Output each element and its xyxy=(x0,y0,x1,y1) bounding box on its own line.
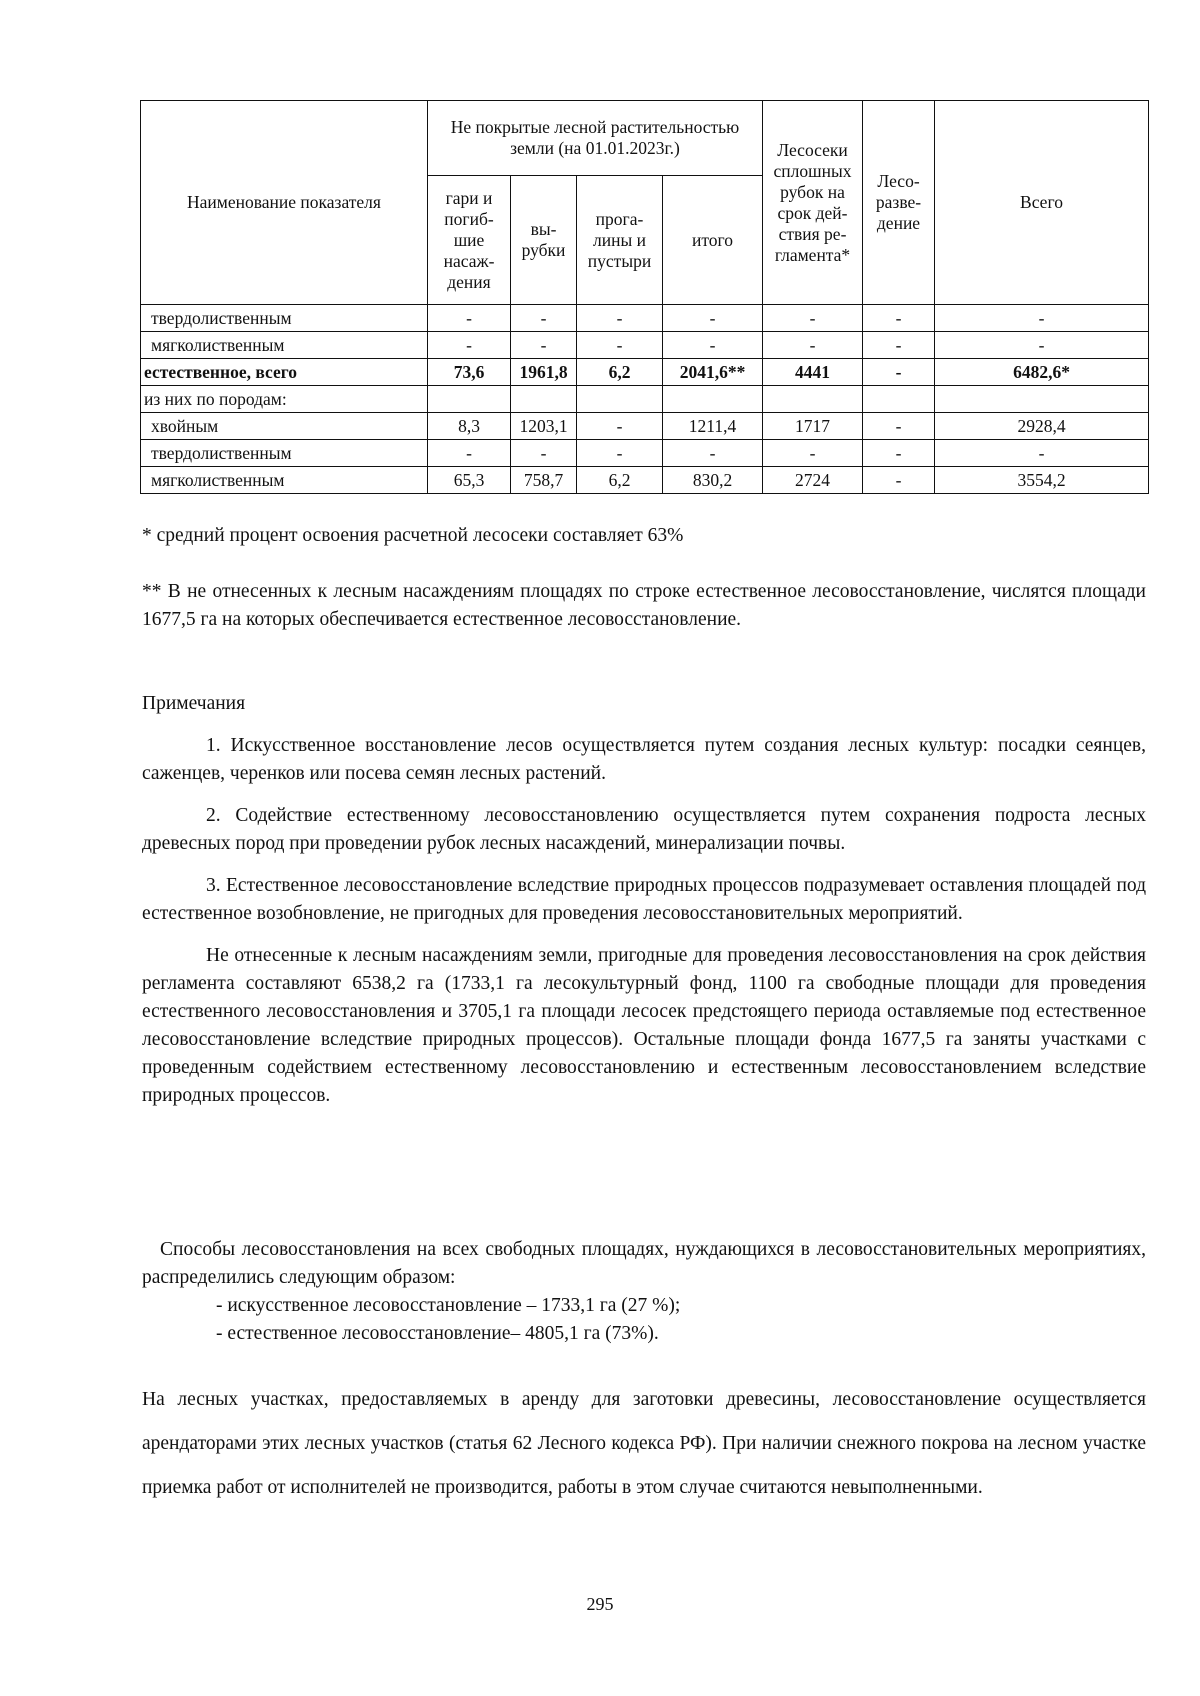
methods-item: - естественное лесовосстановление– 4805,1 га (73%). xyxy=(216,1323,659,1344)
header-afforestation: Лесо-разве-дение xyxy=(863,101,935,305)
table-row xyxy=(141,386,1149,413)
table-cell: 1211,4 xyxy=(663,413,763,440)
table-cell: - xyxy=(577,332,663,359)
table-cell xyxy=(863,386,935,413)
row-label: твердолиственным xyxy=(141,440,428,467)
row-label: твердолиственным xyxy=(141,305,428,332)
table-cell: 1203,1 xyxy=(511,413,577,440)
table-cell: 8,3 xyxy=(428,413,511,440)
header-name: Наименование показателя xyxy=(141,101,428,305)
header-clearcut: вы-рубки xyxy=(511,176,577,305)
footnote-double-asterisk: ** В не отнесенных к лесным насаждениям площадях по строке естественное лесовосстановление, числятся площади 1677,5 га на которых обеспечивается естественное лесовосстановление. xyxy=(142,581,1146,630)
table-cell: - xyxy=(863,359,935,386)
table-cell: 830,2 xyxy=(663,467,763,494)
table-cell: - xyxy=(511,440,577,467)
row-label: хвойным xyxy=(141,413,428,440)
table-cell: 758,7 xyxy=(511,467,577,494)
table-cell xyxy=(511,386,577,413)
table-cell: - xyxy=(663,440,763,467)
table-cell: - xyxy=(863,467,935,494)
lease-paragraph: На лесных участках, предоставляемых в аренду для заготовки древесины, лесовосстановление осуществляется арендаторами этих лесных участков (статья 62 Лесного кодекса РФ). При наличии снежного покрова на лесном участке приемка работ от исполнителей не производится, работы в этом случае считаются невыполненными. xyxy=(142,1389,1146,1498)
row-label: естественное, всего xyxy=(141,359,428,386)
table-cell: - xyxy=(863,332,935,359)
header-burned: гари и погиб-шие насаж-дения xyxy=(428,176,511,305)
footnote-single-asterisk: * средний процент освоения расчетной лесосеки составляет 63% xyxy=(142,525,684,546)
note-item: 2. Содействие естественному лесовосстановлению осуществляется путем сохранения подроста лесных древесных пород при проведении рубок лесных насаждений, минерализации почвы. xyxy=(142,805,1146,854)
page-number: 295 xyxy=(586,1594,614,1614)
methods-intro: Способы лесовосстановления на всех свободных площадях, нуждающихся в лесовосстановительных мероприятиях, распределились следующим образом: xyxy=(142,1239,1146,1288)
notes-section xyxy=(142,690,1146,1124)
header-subtotal: итого xyxy=(663,176,763,305)
header-total: Всего xyxy=(935,101,1149,305)
row-label: мягколиственным xyxy=(141,467,428,494)
table-cell: 4441 xyxy=(763,359,863,386)
note-item: 3. Естественное лесовосстановление вследствие природных процессов подразумевает оставления площадей под естественное возобновление, не пригодных для проведения лесовосстановительных мероприятий. xyxy=(142,875,1146,924)
table-cell: - xyxy=(763,440,863,467)
table-cell: 1717 xyxy=(763,413,863,440)
table-cell xyxy=(935,386,1149,413)
row-label: мягколиственным xyxy=(141,332,428,359)
table-cell: 2928,4 xyxy=(935,413,1149,440)
header-group: Не покрытые лесной растительностью земли (на 01.01.2023г.) xyxy=(428,101,763,176)
table-cell: - xyxy=(763,305,863,332)
notes-title: Примечания xyxy=(142,693,246,714)
table-row xyxy=(141,440,1149,467)
methods-item: - искусственное лесовосстановление – 1733,1 га (27 %); xyxy=(216,1295,681,1316)
table-cell: - xyxy=(663,332,763,359)
table-cell: - xyxy=(935,305,1149,332)
table-cell: - xyxy=(428,332,511,359)
table-cell: - xyxy=(511,305,577,332)
table-cell: 65,3 xyxy=(428,467,511,494)
table-cell: - xyxy=(863,305,935,332)
table-cell: - xyxy=(935,440,1149,467)
table-cell: - xyxy=(428,440,511,467)
table-cell: 6,2 xyxy=(577,467,663,494)
table-cell: 6482,6* xyxy=(935,359,1149,386)
note-paragraph: Не отнесенные к лесным насаждениям земли, пригодные для проведения лесовосстановления на срок действия регламента составляют 6538,2 га (1733,1 га лесокультурный фонд, 1100 га свободные площади для проведения естественного лесовосстановления и 3705,1 га площади лесосек предстоящего периода оставляемые под естественное лесовосстановление вследствие природных процессов). Остальные площади фонда 1677,5 га заняты участками с проведенным содействием естественному лесовосстановлению и естественным лесовосстановлением вследствие природных процессов. xyxy=(142,945,1146,1106)
table-cell: 2041,6** xyxy=(663,359,763,386)
reforestation-table xyxy=(140,100,1149,494)
table-row xyxy=(141,413,1149,440)
note-item: 1. Искусственное восстановление лесов осуществляется путем создания лесных культур: посадки сеянцев, саженцев, черенков или посева семян лесных растений. xyxy=(142,735,1146,784)
table-cell: - xyxy=(428,305,511,332)
table-row xyxy=(141,332,1149,359)
table-cell: - xyxy=(577,305,663,332)
table-cell: 73,6 xyxy=(428,359,511,386)
table-cell xyxy=(428,386,511,413)
table-cell: 2724 xyxy=(763,467,863,494)
table-cell: - xyxy=(577,440,663,467)
table-cell: - xyxy=(763,332,863,359)
table-cell: - xyxy=(663,305,763,332)
table-cell xyxy=(763,386,863,413)
table-cell xyxy=(663,386,763,413)
table-row xyxy=(141,359,1149,386)
table-cell: 3554,2 xyxy=(935,467,1149,494)
header-cutting: Лесосеки сплошных рубок на срок дей-ствия ре-гламента* xyxy=(763,101,863,305)
table-cell: - xyxy=(577,413,663,440)
header-glades: прога-лины и пустыри xyxy=(577,176,663,305)
table-cell: - xyxy=(863,440,935,467)
table-row xyxy=(141,305,1149,332)
table-cell: - xyxy=(935,332,1149,359)
table-cell xyxy=(577,386,663,413)
methods-section xyxy=(142,1236,1146,1348)
table-cell: 1961,8 xyxy=(511,359,577,386)
table-cell: 6,2 xyxy=(577,359,663,386)
row-label: из них по породам: xyxy=(141,386,428,413)
table-cell: - xyxy=(511,332,577,359)
table-row xyxy=(141,467,1149,494)
table-cell: - xyxy=(863,413,935,440)
